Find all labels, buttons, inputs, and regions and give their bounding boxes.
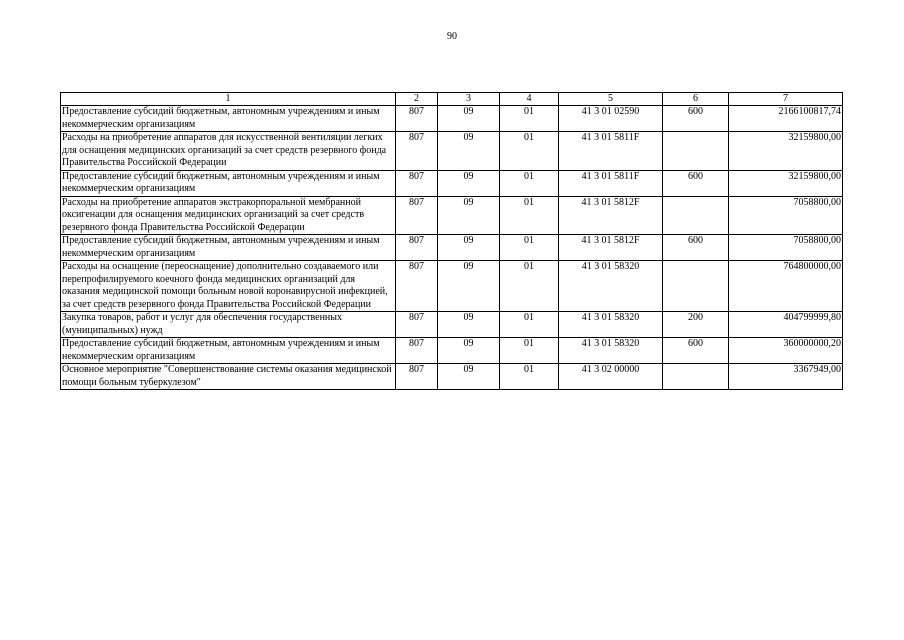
row-pr: 01 xyxy=(500,364,559,390)
row-amount: 764800000,00 xyxy=(729,261,843,312)
row-description: Предоставление субсидий бюджетным, автономным учреждениям и иным некоммерческим организациям xyxy=(61,106,396,132)
row-pr: 01 xyxy=(500,132,559,171)
header-col-4: 4 xyxy=(500,93,559,106)
row-vr xyxy=(663,132,729,171)
row-rz: 09 xyxy=(438,261,500,312)
row-csr: 41 3 01 58320 xyxy=(559,312,663,338)
row-description: Основное мероприятие "Совершенствование системы оказания медицинской помощи больным туберкулезом" xyxy=(61,364,396,390)
row-vr xyxy=(663,261,729,312)
row-amount: 7058800,00 xyxy=(729,196,843,235)
row-grbs: 807 xyxy=(396,170,438,196)
table-row xyxy=(61,132,843,171)
row-pr: 01 xyxy=(500,106,559,132)
row-description: Предоставление субсидий бюджетным, автономным учреждениям и иным некоммерческим организациям xyxy=(61,170,396,196)
row-pr: 01 xyxy=(500,196,559,235)
row-grbs: 807 xyxy=(396,338,438,364)
row-vr: 600 xyxy=(663,338,729,364)
table-row xyxy=(61,196,843,235)
row-description: Предоставление субсидий бюджетным, автономным учреждениям и иным некоммерческим организациям xyxy=(61,338,396,364)
table-header-row xyxy=(61,93,843,106)
row-rz: 09 xyxy=(438,106,500,132)
row-csr: 41 3 01 5811F xyxy=(559,132,663,171)
row-amount: 404799999,80 xyxy=(729,312,843,338)
table-row xyxy=(61,261,843,312)
row-amount: 32159800,00 xyxy=(729,170,843,196)
table-row xyxy=(61,235,843,261)
row-csr: 41 3 01 5812F xyxy=(559,196,663,235)
row-grbs: 807 xyxy=(396,235,438,261)
header-col-3: 3 xyxy=(438,93,500,106)
row-pr: 01 xyxy=(500,235,559,261)
row-pr: 01 xyxy=(500,261,559,312)
row-csr: 41 3 01 5811F xyxy=(559,170,663,196)
row-csr: 41 3 01 58320 xyxy=(559,338,663,364)
row-pr: 01 xyxy=(500,338,559,364)
row-description: Расходы на оснащение (переоснащение) дополнительно создаваемого или перепрофилируемого коечного фонда медицинских организаций для оказания медицинской помощи больным новой коронавирусной инфекцией, за счет средств резервного фонда Правительства Российской Федерации xyxy=(61,261,396,312)
row-grbs: 807 xyxy=(396,364,438,390)
table-row xyxy=(61,312,843,338)
table-row xyxy=(61,338,843,364)
row-rz: 09 xyxy=(438,196,500,235)
row-grbs: 807 xyxy=(396,312,438,338)
row-grbs: 807 xyxy=(396,106,438,132)
row-amount: 3367949,00 xyxy=(729,364,843,390)
row-vr xyxy=(663,196,729,235)
row-grbs: 807 xyxy=(396,132,438,171)
row-rz: 09 xyxy=(438,132,500,171)
row-csr: 41 3 01 02590 xyxy=(559,106,663,132)
row-vr: 600 xyxy=(663,106,729,132)
row-csr: 41 3 01 58320 xyxy=(559,261,663,312)
row-vr: 200 xyxy=(663,312,729,338)
header-col-2: 2 xyxy=(396,93,438,106)
row-rz: 09 xyxy=(438,170,500,196)
header-col-6: 6 xyxy=(663,93,729,106)
row-description: Закупка товаров, работ и услуг для обеспечения государственных (муниципальных) нужд xyxy=(61,312,396,338)
row-rz: 09 xyxy=(438,235,500,261)
row-rz: 09 xyxy=(438,338,500,364)
row-description: Расходы на приобретение аппаратов экстракорпоральной мембранной оксигенации для оснащения медицинских организаций за счет средств резервного фонда Правительства Российской Федерации xyxy=(61,196,396,235)
row-grbs: 807 xyxy=(396,261,438,312)
header-col-7: 7 xyxy=(729,93,843,106)
row-amount: 32159800,00 xyxy=(729,132,843,171)
row-rz: 09 xyxy=(438,312,500,338)
row-grbs: 807 xyxy=(396,196,438,235)
row-vr xyxy=(663,364,729,390)
row-rz: 09 xyxy=(438,364,500,390)
table-row xyxy=(61,106,843,132)
row-pr: 01 xyxy=(500,170,559,196)
table-row xyxy=(61,364,843,390)
row-amount: 360000000,20 xyxy=(729,338,843,364)
table-row xyxy=(61,170,843,196)
row-amount: 2166100817,74 xyxy=(729,106,843,132)
row-vr: 600 xyxy=(663,235,729,261)
row-csr: 41 3 02 00000 xyxy=(559,364,663,390)
row-vr: 600 xyxy=(663,170,729,196)
row-pr: 01 xyxy=(500,312,559,338)
header-col-5: 5 xyxy=(559,93,663,106)
page-number: 90 xyxy=(447,31,457,42)
budget-table xyxy=(60,92,843,390)
row-description: Предоставление субсидий бюджетным, автономным учреждениям и иным некоммерческим организациям xyxy=(61,235,396,261)
row-description: Расходы на приобретение аппаратов для искусственной вентиляции легких для оснащения медицинских организаций за счет средств резервного фонда Правительства Российской Федерации xyxy=(61,132,396,171)
row-csr: 41 3 01 5812F xyxy=(559,235,663,261)
header-col-1: 1 xyxy=(61,93,396,106)
row-amount: 7058800,00 xyxy=(729,235,843,261)
